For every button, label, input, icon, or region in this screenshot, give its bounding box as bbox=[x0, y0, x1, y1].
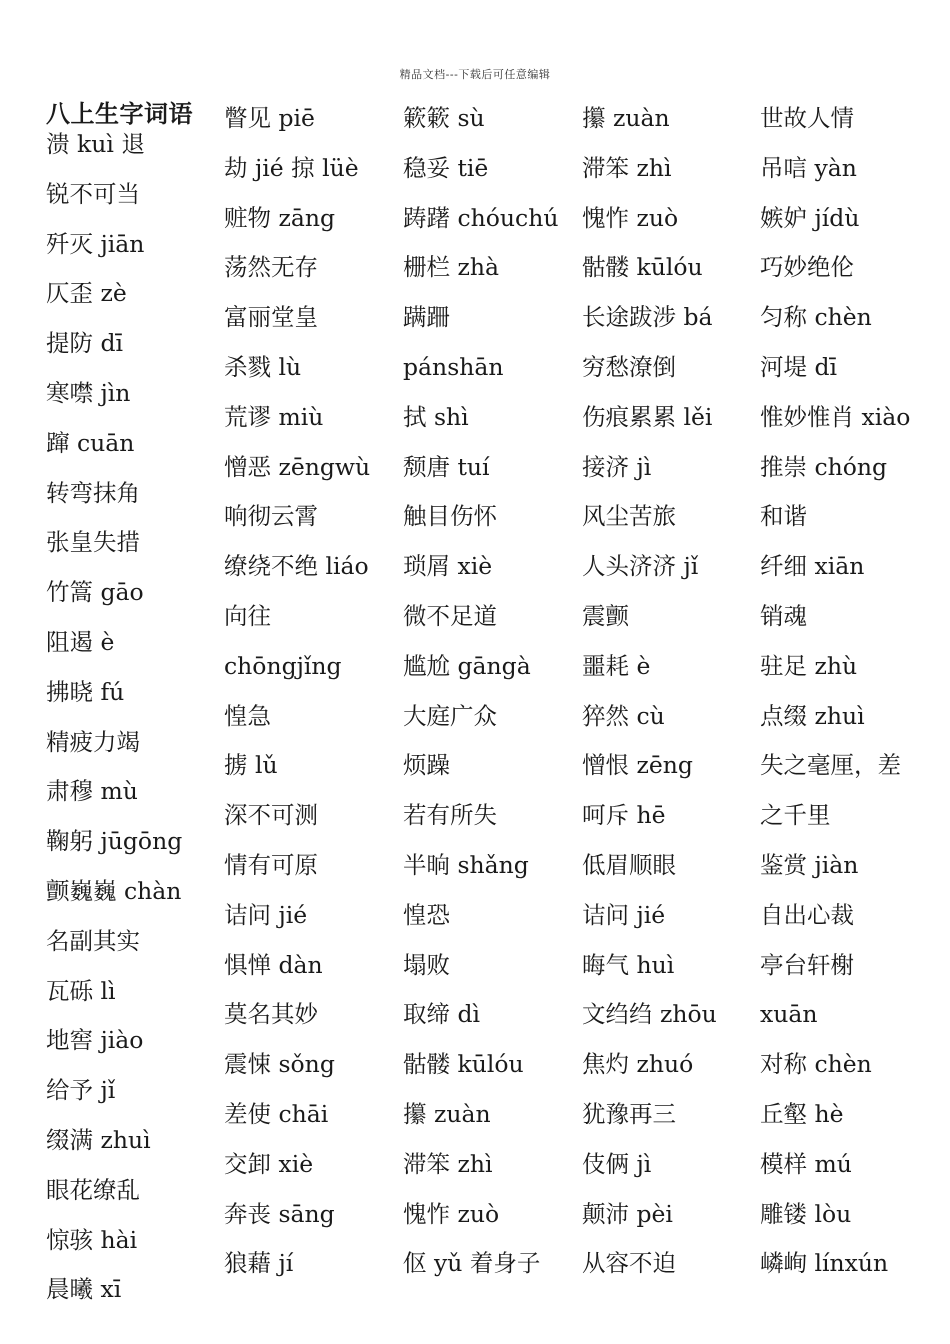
vocab-item: 取缔 dì bbox=[403, 1000, 481, 1029]
vocab-item: 簌簌 sù bbox=[403, 104, 485, 132]
page-header: 精品文档---下载后可任意编辑 bbox=[399, 68, 551, 81]
vocab-item: 奔丧 sāng bbox=[224, 1199, 335, 1228]
vocab-item: 杀戮 lù bbox=[224, 353, 302, 381]
vocab-item: 穷愁潦倒 bbox=[582, 353, 676, 381]
vocab-item: 向往 bbox=[224, 602, 271, 630]
vocab-item: 噩耗 è bbox=[582, 651, 651, 680]
vocab-item: 给予 jǐ bbox=[46, 1076, 116, 1105]
vocab-item: 惊骇 hài bbox=[46, 1225, 138, 1254]
vocab-item: 赃物 zāng bbox=[224, 203, 336, 232]
vocab-item: 河堤 dī bbox=[760, 353, 838, 381]
vocab-item: 巧妙绝伦 bbox=[760, 253, 854, 282]
vocab-item: 莫名其妙 bbox=[224, 1000, 318, 1029]
vocab-item: 滞笨 zhì bbox=[403, 1149, 493, 1178]
vocab-item: 锐不可当 bbox=[46, 179, 140, 208]
vocab-item: 愧怍 zuò bbox=[582, 203, 679, 232]
vocab-item: 长途跋涉 bá bbox=[582, 303, 713, 332]
vocab-item: 驻足 zhù bbox=[760, 651, 858, 680]
vocab-item: 颠沛 pèi bbox=[582, 1199, 673, 1228]
vocab-item: 嫉妒 jídù bbox=[760, 203, 860, 232]
vocab-item: 竹篙 gāo bbox=[46, 578, 144, 607]
vocab-item: 惶恐 bbox=[403, 900, 450, 929]
vocab-item: 情有可原 bbox=[224, 851, 318, 879]
vocab-item: 雕镂 lòu bbox=[760, 1199, 852, 1228]
vocab-item: 地窖 jiào bbox=[46, 1026, 144, 1055]
vocab-item: 仄歪 zè bbox=[46, 279, 127, 308]
vocab-item: 拂晓 fú bbox=[46, 677, 125, 706]
vocab-item: 低眉顺眼 bbox=[582, 851, 676, 879]
vocab-item: 鞠躬 jūgōng bbox=[46, 827, 183, 856]
vocab-item: 瓦砾 lì bbox=[46, 976, 116, 1005]
vocab-item: 响彻云霄 bbox=[224, 502, 318, 531]
vocab-item: 攥 zuàn bbox=[403, 1100, 491, 1128]
vocab-item: 诘问 jié bbox=[224, 900, 308, 929]
vocab-item: 狼藉 jí bbox=[224, 1249, 294, 1278]
vocab-item: 诘问 jié bbox=[582, 900, 666, 929]
vocab-item: 琐屑 xiè bbox=[403, 552, 493, 581]
vocab-item: 推崇 chóng bbox=[760, 452, 888, 481]
vocab-item: 掳 lǔ bbox=[224, 751, 278, 780]
vocab-item: 接济 jì bbox=[582, 452, 652, 481]
vocab-item: 纤细 xiān bbox=[760, 552, 865, 581]
page-title: 八上生字词语 bbox=[46, 99, 193, 128]
vocab-item: 提防 dī bbox=[46, 329, 124, 358]
vocab-item: 骷髅 kūlóu bbox=[582, 253, 703, 282]
vocab-item: 颤巍巍 chàn bbox=[46, 877, 182, 905]
vocab-item: 惶急 bbox=[224, 701, 271, 730]
vocab-item: xuān bbox=[760, 1000, 818, 1029]
vocab-item: 蹿 cuān bbox=[46, 428, 135, 457]
vocab-item: 伎俩 jì bbox=[582, 1149, 652, 1178]
vocab-item: 触目伤怀 bbox=[403, 502, 497, 531]
vocab-item: 震颤 bbox=[582, 602, 629, 630]
vocab-item: 惟妙惟肖 xiào bbox=[760, 402, 911, 431]
vocab-item: 眼花缭乱 bbox=[46, 1175, 140, 1204]
vocab-item: 失之毫厘，差 bbox=[760, 751, 901, 780]
vocab-item: 瞥见 piē bbox=[224, 104, 315, 132]
vocab-item: 踌躇 chóuchú bbox=[403, 203, 559, 232]
vocab-item: 若有所失 bbox=[403, 801, 497, 830]
vocab-item: 销魂 bbox=[760, 602, 807, 630]
vocab-item: 惧惮 dàn bbox=[224, 950, 323, 979]
vocab-item: 晨曦 xī bbox=[46, 1275, 122, 1304]
vocab-item: 转弯抹角 bbox=[46, 478, 140, 507]
vocab-item: 伤痕累累 lěi bbox=[582, 402, 713, 431]
vocab-item: 自出心裁 bbox=[760, 900, 854, 929]
vocab-item: 愧怍 zuò bbox=[403, 1199, 500, 1228]
vocab-item: 攥 zuàn bbox=[582, 104, 670, 132]
vocab-item: 稳妥 tiē bbox=[403, 153, 489, 182]
vocab-item: 文绉绉 zhōu bbox=[582, 1000, 717, 1029]
vocab-item: 颓唐 tuí bbox=[403, 452, 490, 481]
vocab-item: 憎恨 zēng bbox=[582, 751, 693, 780]
vocab-item: 丘壑 hè bbox=[760, 1100, 844, 1128]
vocab-item: 烦躁 bbox=[403, 751, 450, 780]
vocab-item: 栅栏 zhà bbox=[403, 253, 499, 282]
vocab-item: 伛 yǔ 着身子 bbox=[403, 1249, 541, 1278]
vocab-item: 阻遏 è bbox=[46, 628, 115, 656]
vocab-item: 肃穆 mù bbox=[46, 777, 138, 806]
vocab-item: 人头济济 jǐ bbox=[582, 552, 699, 581]
vocab-item: 缀满 zhuì bbox=[46, 1126, 151, 1154]
vocab-item: 荒谬 miù bbox=[224, 402, 324, 431]
vocab-item: 寒噤 jìn bbox=[46, 379, 131, 407]
vocab-item: 歼灭 jiān bbox=[46, 229, 145, 258]
vocab-item: 犹豫再三 bbox=[582, 1100, 676, 1128]
vocab-item: 模样 mú bbox=[760, 1149, 852, 1178]
vocab-item: 名副其实 bbox=[46, 926, 140, 955]
vocab-item: 呵斥 hē bbox=[582, 801, 666, 830]
vocab-item: 吊唁 yàn bbox=[760, 153, 857, 182]
vocab-item: 差使 chāi bbox=[224, 1100, 329, 1128]
vocab-item: 从容不迫 bbox=[582, 1249, 676, 1278]
vocab-item: 尴尬 gāngà bbox=[403, 651, 531, 680]
vocab-item: 微不足道 bbox=[403, 602, 497, 630]
vocab-item: 风尘苦旅 bbox=[582, 502, 676, 531]
vocab-item: 缭绕不绝 liáo bbox=[224, 552, 369, 581]
vocab-item: 晦气 huì bbox=[582, 950, 675, 979]
vocab-item: 半晌 shǎng bbox=[403, 851, 529, 879]
vocab-item: 鉴赏 jiàn bbox=[760, 851, 859, 879]
vocab-item: 点缀 zhuì bbox=[760, 701, 865, 730]
vocab-item: 荡然无存 bbox=[224, 253, 318, 282]
vocab-item: 蹒跚 bbox=[403, 303, 450, 332]
vocab-item: 张皇失措 bbox=[46, 528, 140, 557]
vocab-item: 骷髅 kūlóu bbox=[403, 1050, 524, 1079]
vocab-item: 匀称 chèn bbox=[760, 303, 872, 332]
vocab-item: 亭台轩榭 bbox=[760, 950, 854, 979]
vocab-item: 塌败 bbox=[403, 950, 450, 979]
vocab-item: 溃 kuì 退 bbox=[46, 130, 145, 158]
vocab-item: pánshān bbox=[403, 353, 504, 381]
vocab-item: 之千里 bbox=[760, 801, 831, 830]
vocab-item: 精疲力竭 bbox=[46, 727, 140, 756]
vocab-item: 滞笨 zhì bbox=[582, 153, 672, 182]
vocab-item: 拭 shì bbox=[403, 402, 469, 431]
vocab-item: 对称 chèn bbox=[760, 1050, 872, 1079]
vocab-item: 劫 jié 掠 lüè bbox=[224, 153, 359, 182]
vocab-item: 大庭广众 bbox=[403, 701, 497, 730]
vocab-item: 震悚 sǒng bbox=[224, 1050, 335, 1079]
vocab-item: chōngjǐng bbox=[224, 651, 342, 680]
vocab-item: 嶙峋 línxún bbox=[760, 1249, 889, 1278]
vocab-item: 焦灼 zhuó bbox=[582, 1050, 694, 1079]
vocab-item: 深不可测 bbox=[224, 801, 318, 830]
vocab-item: 憎恶 zēngwù bbox=[224, 452, 371, 481]
vocab-item: 猝然 cù bbox=[582, 701, 665, 730]
vocab-item: 交卸 xiè bbox=[224, 1149, 314, 1178]
vocab-item: 和谐 bbox=[760, 502, 807, 531]
vocab-item: 世故人情 bbox=[760, 104, 854, 132]
vocab-item: 富丽堂皇 bbox=[224, 303, 318, 332]
